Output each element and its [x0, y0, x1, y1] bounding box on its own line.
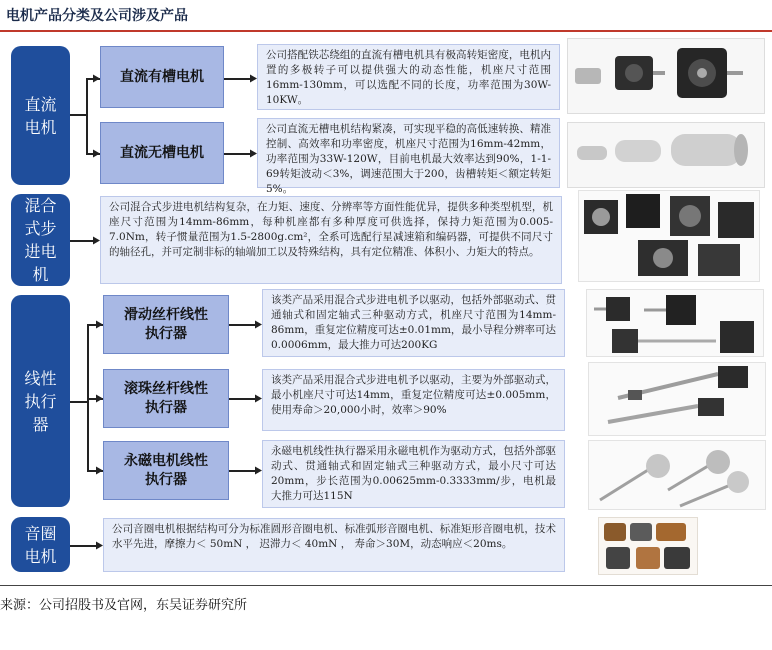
description-hybrid-stepper: 公司混合式步进电机结构复杂，在力矩、速度、分辨率等方面性能优异，提供多种类型机型，机座尺寸范围为14mm-86mm，每种机座都有多种厚度可供选择，保持力矩范围为0.005-7.0Nm，转子惯量范围为1.5-2800g.cm²，全系可选配行星减速箱和编码器，可提供不同尺寸的轴径孔，并可定制非标的轴端加工以及特殊结构，具有定位精准、体积小、力矩大的特点。 [100, 196, 562, 284]
connector [70, 401, 87, 403]
subcategory-dc-brushed: 直流有槽电机 [100, 46, 224, 108]
connector [70, 545, 96, 547]
hybrid-stepper-motor-photo [578, 190, 760, 282]
category-hybrid-stepper: 混合 式步 进电 机 [11, 194, 70, 286]
connector [87, 470, 103, 472]
title-rule [0, 30, 772, 32]
ball-screw-actuator-photo [588, 362, 766, 436]
bottom-rule [0, 585, 772, 586]
dc-brushed-motor-photo [567, 38, 765, 114]
connector [70, 114, 86, 116]
connector [87, 324, 103, 326]
sliding-screw-actuator-photo [586, 289, 764, 357]
subcategory-sliding-screw-actuator: 滑动丝杆线性 执行器 [103, 295, 229, 354]
connector [228, 398, 258, 400]
connector [228, 470, 258, 472]
connector [223, 153, 253, 155]
description-ball-screw-actuator: 该类产品采用混合式步进电机予以驱动，主要为外部驱动式，最小机座尺寸可达14mm，重复定位精度可达±0.005mm，使用寿命＞20,000小时，效率＞90% [262, 369, 565, 431]
page-title: 电机产品分类及公司涉及产品 [6, 8, 188, 24]
subcategory-dc-brushless: 直流无槽电机 [100, 122, 224, 184]
connector [86, 78, 100, 80]
connector [86, 153, 100, 155]
description-dc-brushless: 公司直流无槽电机结构紧凑，可实现平稳的高低速转换、精准控制、高效率和功率密度，机座尺寸范围为16mm-42mm，功率范围为33W-120W，目前电机最大效率达到90%，1-1-69转矩波动＜3%，调速范围大于200，齿槽转矩＜额定转矩5%。 [257, 118, 560, 188]
subcategory-pm-actuator: 永磁电机线性 执行器 [103, 441, 229, 500]
voice-coil-motor-photo [598, 517, 698, 575]
connector [87, 398, 103, 400]
connector [228, 324, 258, 326]
description-pm-actuator: 永磁电机线性执行器采用永磁电机作为驱动方式，包括外部驱动式、贯通轴式和固定轴式三种驱动方式，最小尺寸可达20mm，步长范围为0.00625mm-0.3333mm/步，电机最大推力可达115N [262, 440, 565, 508]
description-sliding-screw-actuator: 该类产品采用混合式步进电机予以驱动，包括外部驱动式、贯通轴式和固定轴式三种驱动方式，机座尺寸范围为14mm-86mm，重复定位精度可达±0.01mm，最小导程分辨率可达0.0006mm，最大推力可达200KG [262, 289, 565, 357]
connector [70, 240, 96, 242]
connector [223, 78, 253, 80]
description-dc-brushed: 公司搭配铁芯绕组的直流有槽电机具有极高转矩密度，电机内置的多极转子可以提供强大的动态性能，机座尺寸范围16mm-130mm，可以选配不同的长度，功率范围为30W-10KW。 [257, 44, 560, 110]
connector [86, 78, 88, 154]
description-voice-coil: 公司音圈电机根据结构可分为标准圆形音圈电机、标准弧形音圈电机、标准矩形音圈电机，技术水平先进，摩擦力＜ 50mN ， 迟滞力＜ 40mN ， 寿命＞30M，动态响应＜20ms。 [103, 518, 565, 572]
category-linear-actuator: 线性 执行 器 [11, 295, 70, 507]
pm-actuator-photo [588, 440, 766, 510]
dc-brushless-motor-photo [567, 122, 765, 188]
category-voice-coil: 音圈 电机 [11, 517, 70, 572]
subcategory-ball-screw-actuator: 滚珠丝杆线性 执行器 [103, 369, 229, 428]
category-dc: 直流 电机 [11, 46, 70, 185]
source-note: 来源：公司招股书及官网，东吴证券研究所 [0, 598, 248, 613]
